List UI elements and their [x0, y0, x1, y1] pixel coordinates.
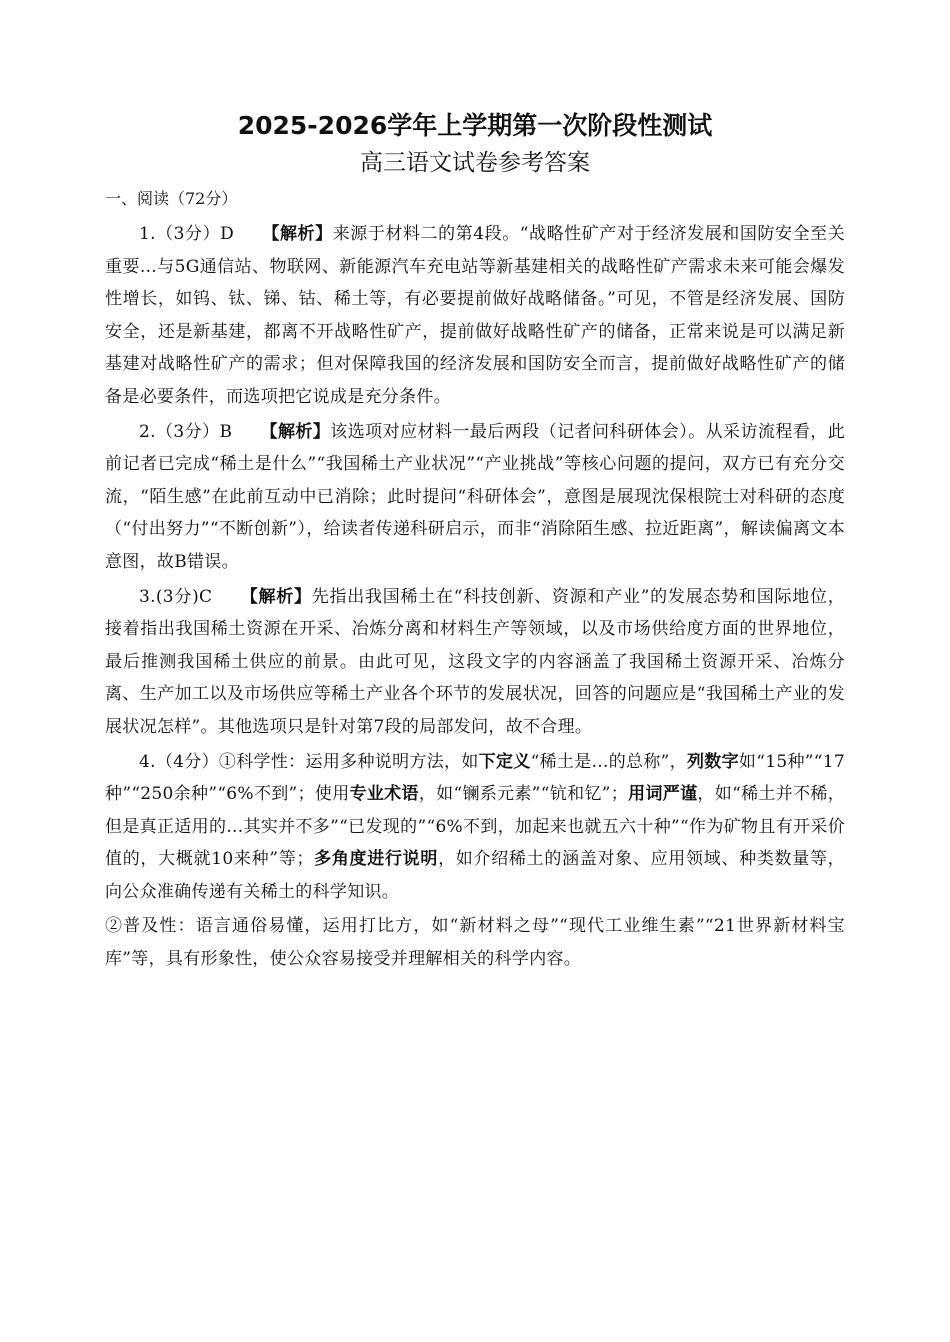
- answer-sheet-page: [105, 100, 845, 978]
- q4-p1-d: 如“15种”“17种”“250余种”“6%不到”；使用: [105, 751, 846, 805]
- q4-p1-g: ，如介绍稀土的涵盖对象、应用领域、种类数量等，向公众准确传递有关稀土的科学知识。: [105, 849, 845, 902]
- q1-analysis-tag: 【解析】: [262, 224, 333, 244]
- q4-keyword-terms: 专业术语: [349, 784, 419, 805]
- q4-p1-a: ①科学性：运用多种说明方法，如: [218, 751, 479, 772]
- q4-keyword-multi-angle: 多角度进行说明: [313, 849, 439, 870]
- q2-number: 2.（3分）B: [139, 421, 233, 442]
- answer-q2: [105, 416, 845, 579]
- answer-q4-part1: [105, 746, 845, 909]
- q4-keyword-rigorous: 用词严谨: [628, 784, 698, 805]
- q1-number: 1.（3分）D: [139, 224, 235, 244]
- page-title: 2025-2026学年上学期第一次阶段性测试: [237, 111, 713, 140]
- answer-q3: [105, 581, 845, 744]
- q4-number: 4.（4分）: [139, 751, 219, 772]
- q3-analysis-tag: 【解析】: [240, 586, 312, 607]
- q4-keyword-numbers: 列数字: [686, 751, 739, 772]
- answer-q4-part2: ②普及性：语言通俗易懂，运用打比方，如“新材料之母”“现代工业维生素”“21世界新材料宝库”等，具有形象性，使公众容易接受并理解相关的科学内容。: [105, 916, 845, 970]
- q2-analysis-tag: 【解析】: [260, 421, 331, 442]
- q2-text: 该选项对应材料一最后两段（记者问科研体会）。从采访流程看，此前记者已完成“稀土是什么”“我国稀土产业状况”“产业挑战”等核心问题的提问，双方已有充分交流，“陌生感”在此前互动中已消除；此时提问“科研体会”，意图是展现沈保根院士对科研的态度（“付出努力”“不断创新”），给读者传递科研启示，而非“消除陌生感、拉近距离”，解读偏离文本意图，故B错误。: [105, 421, 846, 572]
- section-heading-reading: 一、阅读（72分）: [105, 189, 238, 208]
- page-subtitle: 高三语文试卷参考答案: [360, 150, 590, 176]
- q3-text: 先指出我国稀土在“科技创新、资源和产业”的发展态势和国际地位，接着指出我国稀土资源在开采、冶炼分离和材料生产等领域，以及市场供给度方面的世界地位，最后推测我国稀土供应的前景。由此可见，这段文字的内容涵盖了我国稀土资源开采、冶炼分离、生产加工以及市场供应等稀土产业各个环节的发展状况，回答的问题应是“我国稀土产业的发展状况怎样”。其他选项只是针对第7段的局部发问，故不合理。: [105, 586, 845, 737]
- q4-keyword-definition: 下定义: [478, 751, 531, 772]
- q1-text: 来源于材料二的第4段。“战略性矿产对于经济发展和国防安全至关重要...与5G通信站、物联网、新能源汽车充电站等新基建相关的战略性矿产需求未来可能会爆发性增长，如钨、钛、锑、钴、稀土等，有必要提前做好战略储备。”可见，不管是经济发展、国防安全，还是新基建，都离不开战略性矿产，提前做好战略性矿产的储备，正常来说是可以满足新基建对战略性矿产的需求；但对保障我国的经济发展和国防安全而言，提前做好战略性矿产的储备是必要条件，而选项把它说成是充分条件。: [105, 224, 846, 407]
- q3-number: 3.(3分)C: [139, 586, 213, 607]
- q4-p1-e: ，如“镧系元素”“钪和钇”；: [418, 784, 629, 805]
- answer-q1: [105, 218, 845, 414]
- q4-p1-f: ，如“稀土并不稀，但是真正适用的...其实并不多”“已发现的”“6%不到，加起来也就五六十种”“作为矿物且有开采价值的，大概就10来种”等；: [105, 784, 846, 870]
- q4-p1-c: “稀土是...的总称”，: [530, 751, 687, 772]
